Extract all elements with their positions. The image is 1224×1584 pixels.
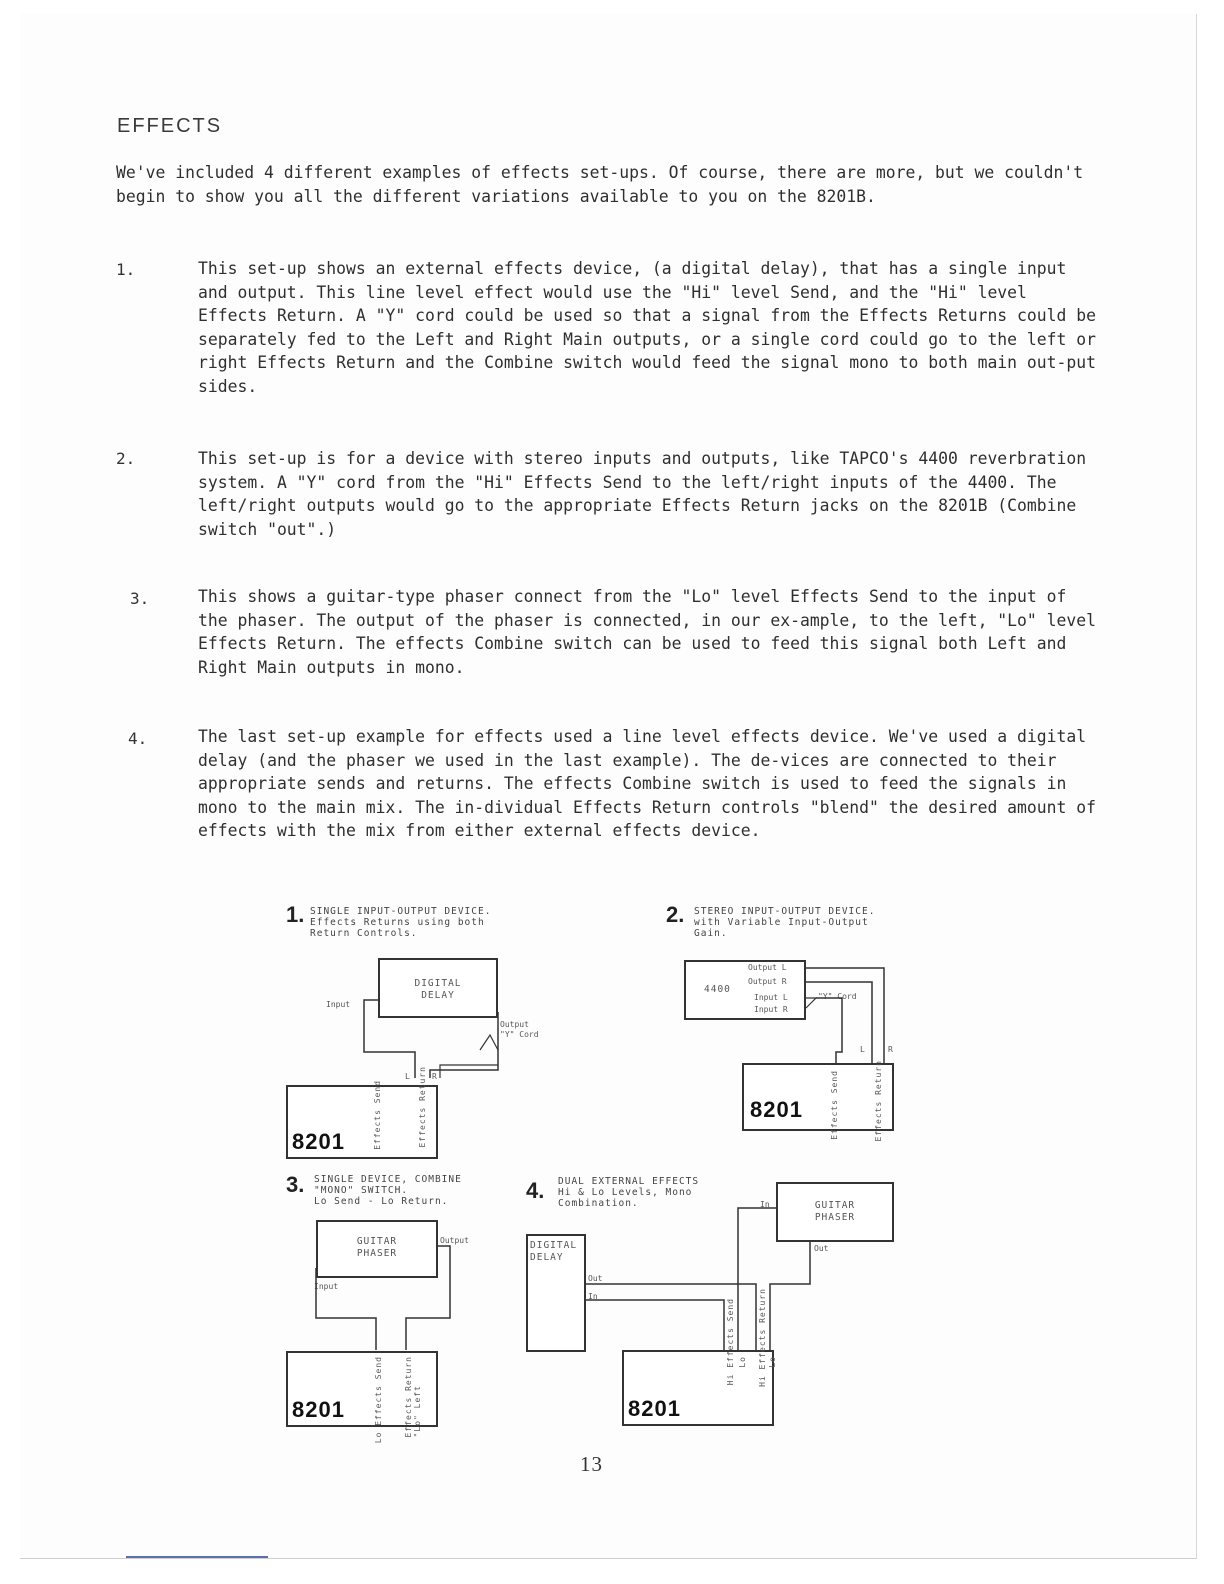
- intro-paragraph: We've included 4 different examples of effects set-ups. Of course, there are more, but we couldn't begin to show you all the different variations available to you on the 8201B.: [116, 163, 1084, 206]
- mixer-8201-box-1: [286, 1085, 438, 1159]
- diagram-1-l-label: L: [405, 1072, 410, 1081]
- diagram-3-model: 8201: [292, 1397, 345, 1422]
- diagram-4-lo-send-label: Lo: [738, 1356, 747, 1368]
- delay-in-label: In: [588, 1292, 598, 1301]
- diagram-3-input-label: Input: [314, 1282, 339, 1291]
- diagram-3-output-label: Output: [440, 1236, 469, 1245]
- item-number-3: 3.: [130, 589, 150, 608]
- diagram-2-r-label: R: [888, 1045, 893, 1054]
- diagram-1-caption: SINGLE INPUT-OUTPUT DEVICE. Effects Returns using both Return Controls.: [310, 906, 492, 939]
- item-text-4: The last set-up example for effects used a line level effects device. We've used a digital delay (and the phaser we used in the last example). The de-vices are connected to their appropriate sends and returns. The effects Combine switch is used to feed the signals in mono to the main mix. The in-dividual Effects Return controls "blend" the desired amount of effects with the mix from either external effects device.: [198, 727, 1096, 840]
- item-number-4: 4.: [128, 729, 148, 748]
- diagram-4-model: 8201: [628, 1396, 681, 1421]
- output-l-label: Output L: [748, 963, 787, 972]
- diagram-4: [520, 1168, 900, 1433]
- diagram-1-r-label: R: [432, 1072, 437, 1081]
- item-text-2: This set-up is for a device with stereo inputs and outputs, like TAPCO's 4400 reverbration system. A "Y" cord from the "Hi" Effects Send to the left/right inputs of the 4400. The left/right outputs would go to the appropriate Effects Return jacks on the 8201B (Combine switch "out".): [198, 449, 1087, 539]
- diagram-3-caption: SINGLE DEVICE, COMBINE "MONO" SWITCH. Lo Send - Lo Return.: [314, 1174, 462, 1207]
- diagram-2-return-label: Effects Return: [874, 1060, 883, 1142]
- phaser-out-label: Out: [814, 1244, 829, 1253]
- guitar-phaser-label-1: GUITAR PHASER: [356, 1236, 398, 1259]
- diagram-2: [660, 900, 910, 1142]
- diagram-2-send-label: Effects Send: [830, 1070, 839, 1140]
- diagram-1-model: 8201: [292, 1129, 345, 1154]
- diagram-4-lo-return-label: Lo: [768, 1356, 777, 1368]
- bottom-rule: [126, 1556, 268, 1558]
- item-text-1: This set-up shows an external effects device, (a digital delay), that has a single input and output. This line level effect would use the "Hi" level Send, and the "Hi" level Effects Return. A "Y" cord could be used so that a signal from the Effects Returns could be separately fed to the Left and Right Main outputs, or a single cord could go to the left or right Effects Return and the Combine switch would feed the signal mono to both main out-put sides.: [198, 259, 1096, 396]
- diagram-3-send-label: Lo Effects Send: [374, 1356, 383, 1444]
- output-r-label: Output R: [748, 977, 787, 986]
- input-r-label: Input R: [754, 1005, 788, 1014]
- diagram-2-caption: STEREO INPUT-OUTPUT DEVICE. with Variable Input-Output Gain.: [694, 906, 876, 939]
- mixer-8201-box-4: [622, 1350, 774, 1426]
- mixer-8201-box-2: [742, 1063, 894, 1131]
- diagram-1-return-label: Effects Return: [418, 1066, 427, 1148]
- diagram-3: [280, 1168, 500, 1444]
- diagram-2-model: 8201: [750, 1097, 803, 1122]
- diagram-4-caption: DUAL EXTERNAL EFFECTS Hi & Lo Levels, Mono Combination.: [558, 1176, 700, 1209]
- diagram-2-ycord-label: "Y" Cord: [818, 992, 857, 1001]
- diagram-2-number: 2.: [666, 902, 685, 927]
- diagram-3-return-label: Effects Return "Lo" Left: [404, 1356, 422, 1438]
- diagram-1-send-label: Effects Send: [373, 1080, 382, 1150]
- diagram-1-number: 1.: [286, 902, 305, 927]
- input-l-label: Input L: [754, 993, 788, 1002]
- diagram-4-hi-send-label: Hi Effects Send: [726, 1298, 735, 1386]
- reverb-4400-label: 4400: [704, 984, 731, 995]
- diagram-2-l-label: L: [860, 1045, 865, 1054]
- diagram-4-number: 4.: [526, 1178, 545, 1203]
- item-text-3: This shows a guitar-type phaser connect from the "Lo" level Effects Send to the input of the phaser. The output of the phaser is connected, in our ex-ample, to the left, "Lo" level Effects Return. The effects Combine switch can be used to feed this signal both Left and Right Main outputs in mono.: [198, 587, 1096, 677]
- diagram-3-number: 3.: [286, 1172, 305, 1197]
- diagram-1-output-label: Output "Y" Cord: [500, 1020, 539, 1039]
- section-heading: EFFECTS: [117, 115, 223, 137]
- item-number-1: 1.: [116, 260, 136, 279]
- diagram-1-input-label: Input: [326, 1000, 351, 1009]
- diagram-4-hi-return-label: Hi Effects Return: [758, 1288, 767, 1387]
- diagram-1: [280, 900, 570, 1165]
- guitar-phaser-label-2: GUITAR PHASER: [814, 1200, 856, 1223]
- digital-delay-label-2: DIGITAL DELAY: [530, 1240, 578, 1263]
- page-number: 13: [580, 1452, 603, 1476]
- item-number-2: 2.: [116, 449, 136, 468]
- delay-out-label: Out: [588, 1274, 603, 1283]
- digital-delay-label: DIGITAL DELAY: [414, 978, 462, 1001]
- phaser-in-label: In: [760, 1200, 770, 1209]
